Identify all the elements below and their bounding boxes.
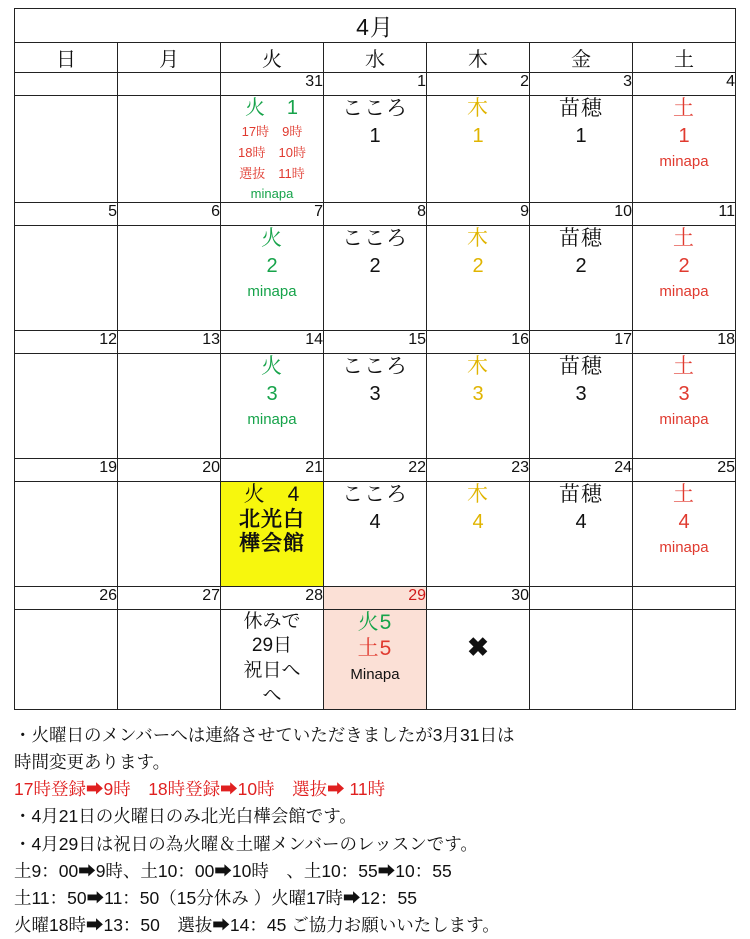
day-number: 1 <box>324 73 427 96</box>
day-cell-empty <box>118 481 221 586</box>
weekday-header-row <box>15 43 736 73</box>
event-number: 3 <box>575 383 587 406</box>
note-line-3-highlight: 17時登録➡9時 18時登録➡10時 選抜➡ 11時 <box>14 779 386 800</box>
day-number: 13 <box>118 330 221 353</box>
event-venue: Minapa <box>350 666 400 684</box>
event-number: 1 <box>369 125 381 148</box>
event-number: 1 <box>472 125 484 148</box>
day-number <box>15 73 118 96</box>
day-cell-event-holiday <box>324 609 427 709</box>
week-body-row <box>15 609 736 709</box>
day-cell-event <box>633 96 736 203</box>
day-number: 22 <box>324 458 427 481</box>
event-label: 木 <box>467 482 489 506</box>
event-label: 火 <box>261 354 283 378</box>
event-label: 苗穂 <box>559 226 603 250</box>
note-line-1: ・火曜日のメンバーへは連絡させていただきましたが3月31日は <box>14 724 515 745</box>
event-number: 3 <box>266 383 278 406</box>
day-number: 8 <box>324 202 427 225</box>
day-cell-empty <box>15 609 118 709</box>
event-time-line: 18時 10時 <box>238 144 306 160</box>
weekday-header-tue: 火 <box>221 43 324 73</box>
event-number: 3 <box>472 383 484 406</box>
day-cell-event <box>530 481 633 586</box>
day-number <box>118 73 221 96</box>
day-number: 19 <box>15 458 118 481</box>
day-cell-empty <box>530 609 633 709</box>
day-cell-empty <box>15 225 118 330</box>
day-number: 20 <box>118 458 221 481</box>
day-number: 5 <box>15 202 118 225</box>
event-time-line: 選抜 11時 <box>239 165 305 181</box>
day-number: 3 <box>530 73 633 96</box>
week-body-row <box>15 481 736 586</box>
week-number-row <box>15 73 736 96</box>
week-body-row <box>15 353 736 458</box>
event-time-line: 17時 9時 <box>241 124 303 139</box>
event-number: 4 <box>575 511 587 534</box>
day-cell-event <box>221 225 324 330</box>
day-cell-empty <box>118 225 221 330</box>
day-cell-event <box>324 353 427 458</box>
event-label: 木 <box>467 97 489 120</box>
note-line: 休みで <box>243 610 301 632</box>
calendar-table <box>14 8 736 710</box>
day-number: 28 <box>221 586 324 609</box>
notes-section <box>14 722 736 939</box>
day-cell-event <box>427 481 530 586</box>
note-line: へ <box>262 684 282 706</box>
event-number: 2 <box>678 255 690 278</box>
event-label: こころ <box>342 354 408 378</box>
note-line-6: 土9：00➡9時、土10：00➡10時 、土10：55➡10：55 <box>14 860 452 881</box>
day-number: 27 <box>118 586 221 609</box>
event-label: 土 <box>673 97 695 120</box>
event-label: 土 <box>673 226 695 250</box>
day-number: 21 <box>221 458 324 481</box>
event-number: 2 <box>266 255 278 278</box>
day-cell-event <box>427 96 530 203</box>
day-cell-event <box>633 225 736 330</box>
day-number: 10 <box>530 202 633 225</box>
event-venue: minapa <box>659 411 709 429</box>
day-number: 7 <box>221 202 324 225</box>
event-label: こころ <box>342 482 408 506</box>
day-number <box>530 586 633 609</box>
weekday-header-wed: 水 <box>324 43 427 73</box>
day-number: 23 <box>427 458 530 481</box>
day-number <box>633 586 736 609</box>
note-line-4: ・4月21日の火曜日のみ北光白樺会館です。 <box>14 806 357 827</box>
week-body-row <box>15 225 736 330</box>
day-number: 14 <box>221 330 324 353</box>
day-cell-event <box>427 225 530 330</box>
event-venue-line: 北光白 <box>239 508 305 532</box>
week-number-row <box>15 586 736 609</box>
day-cell-event <box>530 96 633 203</box>
event-number: 1 <box>678 125 690 148</box>
event-label: こころ <box>342 226 408 250</box>
day-number: 31 <box>221 73 324 96</box>
day-number: 4 <box>633 73 736 96</box>
day-cell-empty <box>118 609 221 709</box>
day-cell-event <box>633 481 736 586</box>
weekday-header-sat: 土 <box>633 43 736 73</box>
day-cell-event <box>530 225 633 330</box>
day-cell-closed <box>427 609 530 709</box>
day-number: 17 <box>530 330 633 353</box>
weekday-header-thu: 木 <box>427 43 530 73</box>
note-line-7: 土11：50➡11：50（15分休み ）火曜17時➡12：55 <box>14 888 417 909</box>
day-number-holiday: 29 <box>324 586 427 609</box>
event-number: 1 <box>575 125 587 148</box>
calendar-title-row <box>15 9 736 43</box>
day-cell-event <box>324 481 427 586</box>
weekday-header-sun: 日 <box>15 43 118 73</box>
event-label-tuesday: 火5 <box>357 610 393 634</box>
day-number: 12 <box>15 330 118 353</box>
day-cell-event <box>530 353 633 458</box>
day-number: 2 <box>427 73 530 96</box>
event-label: 苗穂 <box>559 482 603 506</box>
day-cell-event <box>633 353 736 458</box>
day-cell-empty <box>118 96 221 203</box>
day-number: 30 <box>427 586 530 609</box>
event-venue: minapa <box>250 185 294 201</box>
event-label: 苗穂 <box>559 354 603 378</box>
day-number: 24 <box>530 458 633 481</box>
event-label: こころ <box>342 97 408 120</box>
event-label-saturday: 土5 <box>357 637 393 661</box>
event-number: 4 <box>678 511 690 534</box>
event-label: 火 1 <box>244 97 300 119</box>
day-cell-empty <box>15 353 118 458</box>
day-cell-note <box>221 609 324 709</box>
event-number: 4 <box>472 511 484 534</box>
day-cell-empty <box>633 609 736 709</box>
day-number: 9 <box>427 202 530 225</box>
day-cell-event <box>221 353 324 458</box>
event-number: 4 <box>369 511 381 534</box>
day-number: 18 <box>633 330 736 353</box>
note-line-2: 時間変更あります。 <box>14 751 171 772</box>
day-number: 26 <box>15 586 118 609</box>
day-cell-empty <box>118 353 221 458</box>
event-venue: minapa <box>247 283 297 301</box>
event-label: 苗穂 <box>559 97 603 120</box>
weekday-header-mon: 月 <box>118 43 221 73</box>
day-number: 11 <box>633 202 736 225</box>
event-number: 2 <box>369 255 381 278</box>
event-venue: minapa <box>659 539 709 557</box>
event-label: 火 <box>261 226 283 250</box>
event-number: 3 <box>678 383 690 406</box>
week-body-row <box>15 96 736 203</box>
day-cell-empty <box>15 96 118 203</box>
event-label: 土 <box>673 482 695 506</box>
note-line-5: ・4月29日は祝日の為火曜＆土曜メンバーのレッスンです。 <box>14 833 478 854</box>
week-number-row <box>15 202 736 225</box>
day-number: 6 <box>118 202 221 225</box>
day-number: 25 <box>633 458 736 481</box>
page-title: 4月 <box>15 9 736 43</box>
day-cell-empty <box>15 481 118 586</box>
week-number-row <box>15 330 736 353</box>
event-label: 火 4 <box>243 482 301 506</box>
event-venue: minapa <box>247 411 297 429</box>
weekday-header-fri: 金 <box>530 43 633 73</box>
day-cell-event <box>427 353 530 458</box>
event-number: 3 <box>369 383 381 406</box>
event-number: 2 <box>472 255 484 278</box>
event-label: 木 <box>467 226 489 250</box>
note-line-8: 火曜18時➡13：50 選抜➡14：45 ご協力お願いいたします。 <box>14 915 500 936</box>
event-number: 2 <box>575 255 587 278</box>
note-line: 祝日へ <box>243 660 301 682</box>
week-number-row <box>15 458 736 481</box>
day-cell-event <box>324 225 427 330</box>
event-label: 土 <box>673 354 695 378</box>
day-number: 15 <box>324 330 427 353</box>
day-cell-event <box>221 96 324 203</box>
note-line: 29日 <box>251 635 293 657</box>
closed-mark-icon: ✖ <box>467 631 489 662</box>
event-venue: minapa <box>659 153 709 171</box>
event-venue-line: 樺会館 <box>239 531 305 555</box>
event-venue: minapa <box>659 283 709 301</box>
day-number: 16 <box>427 330 530 353</box>
day-cell-event-highlight <box>221 481 324 586</box>
day-cell-event <box>324 96 427 203</box>
event-label: 木 <box>467 354 489 378</box>
